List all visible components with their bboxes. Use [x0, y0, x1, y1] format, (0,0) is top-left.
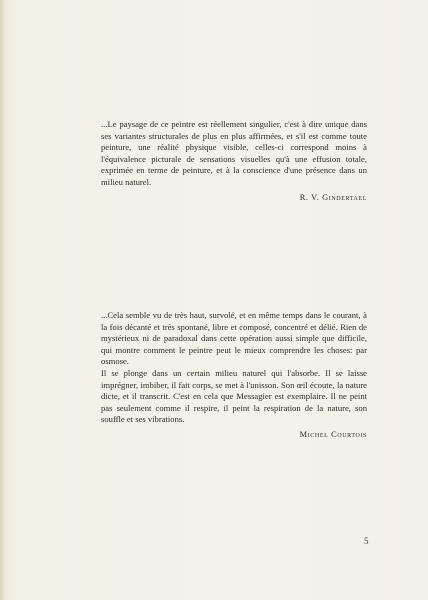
quote-courtois-paragraph-1: ...Cela semble vu de très haut, survolé, et en même temps dans le courant, à la fois décanté et très spontané, libre et composé, concentré et délié. Rien de mystérieux ni de paradoxal dans cette opération aussi simple que difficile, qui montre comment le peintre peut le mieux comprendre les choses: par osmose.	[101, 310, 367, 367]
quote-courtois-paragraph-2: Il se plonge dans un certain milieu naturel qui l'absorbe. Il se laisse imprégner, imbiber, il fait corps, se met à l'unisson. Son œil écoute, la nature dicte, et il transcrit. C'est en cela que Messagier est exemplaire. Il ne peint pas seulement comme il respire, il peint la respiration de la nature, son souffle et ses vibrations.	[101, 367, 367, 425]
quote-gindertael-author: R. V. Gindertael	[299, 192, 367, 202]
quote-gindertael-text: ...Le paysage de ce peintre est réellement singulier, c'est à dire unique dans ses variantes structurales de plus en plus affirmées, et s'il est comme toute peinture, une réalité physique visible, celles-ci correspond moins à l'équivalence picturale de sensations visuelles qu'à une effusion totale, exprimée en terme de peinture, et à la conscience d'une présence dans un milieu naturel.	[101, 119, 367, 187]
page-number: 5	[364, 536, 369, 546]
quote-courtois	[101, 310, 367, 441]
page-binding-edge	[0, 0, 6, 600]
quote-courtois-author: Michel Courtois	[299, 429, 367, 439]
quote-gindertael	[101, 119, 367, 203]
